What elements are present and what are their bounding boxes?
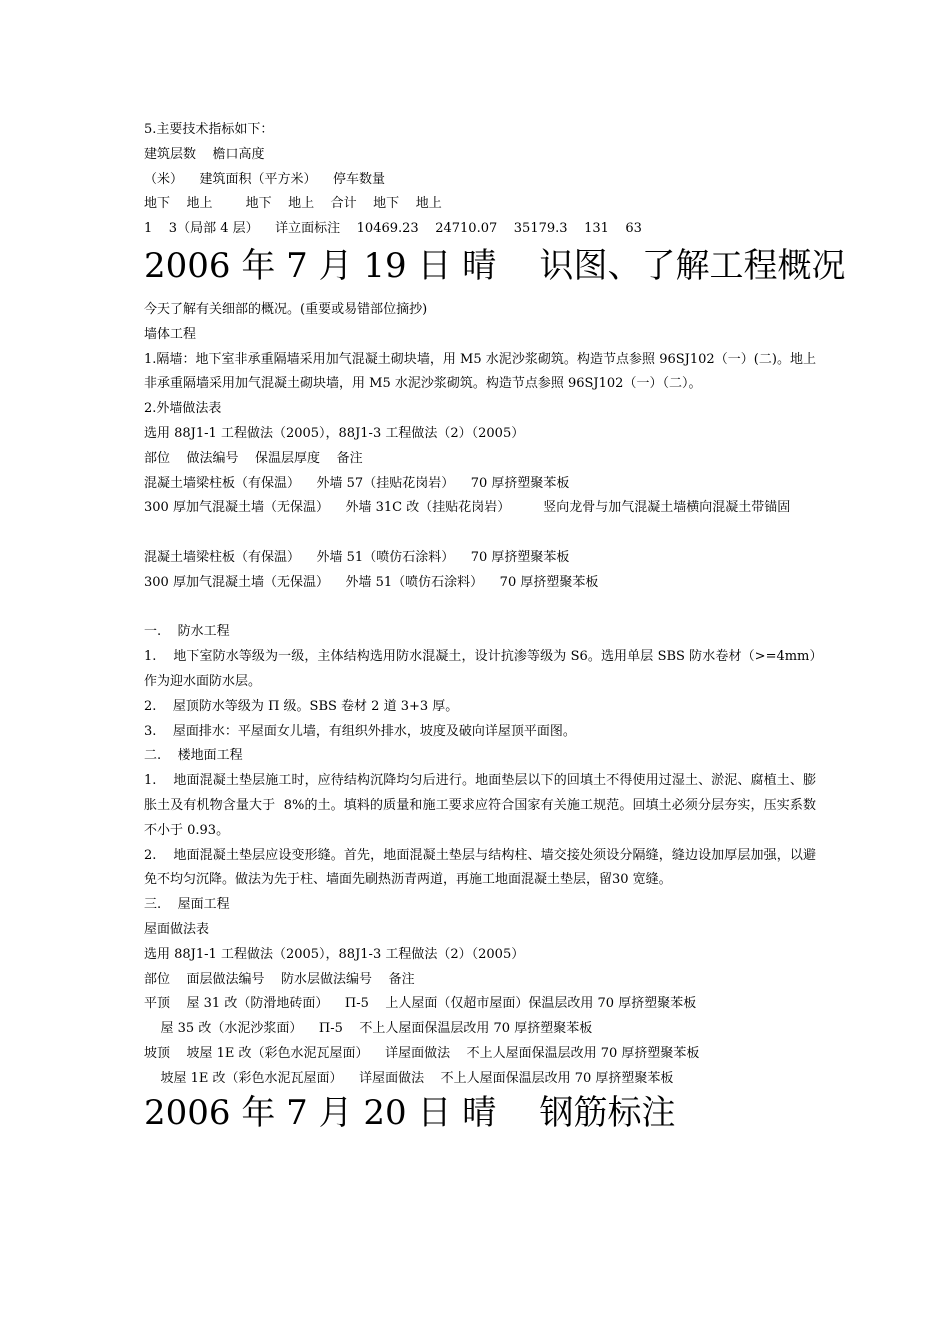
- text-line: 坡屋 1E 改（彩色水泥瓦屋面） 详屋面做法 不上人屋面保温层改用 70 厚挤塑聚苯板: [144, 1070, 674, 1086]
- text-line: 1 3（局部 4 层） 详立面标注 10469.23 24710.07 35179.3 131 63: [144, 221, 642, 237]
- paragraph-floor-2: 2. 地面混凝土垫层应设变形缝。首先，地面混凝土垫层与结构柱、墙交接处须设分隔缝，缝边设加厚层加强，以避免不均匀沉降。做法为先于柱、墙面先刷热沥青两道，再施工地面混凝土垫层，留30 宽缝。: [144, 847, 816, 888]
- text-line: （米） 建筑面积（平方米） 停车数量: [144, 171, 386, 187]
- text-line: 2.外墙做法表: [144, 401, 222, 417]
- section-title-waterproofing: 一. 防水工程: [144, 624, 230, 640]
- text-line: 混凝土墙梁柱板（有保温） 外墙 57（挂贴花岗岩） 70 厚挤塑聚苯板: [144, 475, 570, 491]
- text-line: 选用 88J1-1 工程做法（2005），88J1-3 工程做法（2）（2005）: [144, 425, 525, 441]
- section-title-roof: 三. 屋面工程: [144, 897, 230, 913]
- text-line: 地下 地上 地下 地上 合计 地下 地上: [144, 196, 442, 212]
- text-line: 建筑层数 檐口高度: [144, 146, 265, 162]
- text-line: 部位 做法编号 保温层厚度 备注: [144, 450, 363, 466]
- text-line: 部位 面层做法编号 防水层做法编号 备注: [144, 971, 415, 987]
- text-line: 300 厚加气混凝土墙（无保温） 外墙 51（喷仿石涂料） 70 厚挤塑聚苯板: [144, 574, 599, 590]
- text-line: 5.主要技术指标如下：: [144, 122, 274, 137]
- text-line: 混凝土墙梁柱板（有保温） 外墙 51（喷仿石涂料） 70 厚挤塑聚苯板: [144, 549, 570, 565]
- paragraph-waterproof-3: 3. 屋面排水：平屋面女儿墙，有组织外排水，坡度及破向详屋顶平面图。: [144, 723, 576, 739]
- text-line: 屋面做法表: [144, 921, 210, 937]
- diary-heading-0720: 2006 年 7 月 20 日 晴 钢筋标注: [144, 1093, 676, 1134]
- paragraph-exterior-wall: 300 厚加气混凝土墙（无保温） 外墙 31C 改（挂贴花岗岩） 竖向龙骨与加气混凝土墙横向混凝土带锚固: [144, 500, 791, 516]
- diary-heading-0719: 2006 年 7 月 19 日 晴 识图、了解工程概况: [144, 245, 846, 286]
- text-line: 坡顶 坡屋 1E 改（彩色水泥瓦屋面） 详屋面做法 不上人屋面保温层改用 70 厚挤塑聚苯板: [144, 1045, 700, 1061]
- text-line: 屋 35 改（水泥沙浆面） Π-5 不上人屋面保温层改用 70 厚挤塑聚苯板: [144, 1021, 593, 1037]
- section-title-floor: 二. 楼地面工程: [144, 748, 243, 764]
- document-page: [144, 118, 846, 1134]
- paragraph-waterproof-2: 2. 屋顶防水等级为 Π 级。SBS 卷材 2 道 3+3 厚。: [144, 698, 459, 714]
- text-line: 墙体工程: [144, 326, 197, 342]
- text-line: 平顶 屋 31 改（防滑地砖面） Π-5 上人屋面（仅超市屋面）保温层改用 70 厚挤塑聚苯板: [144, 996, 697, 1012]
- text-line: 今天了解有关细部的概况。(重要或易错部位摘抄): [144, 301, 428, 317]
- paragraph-waterproof-1: 1. 地下室防水等级为一级，主体结构选用防水混凝土，设计抗渗等级为 S6。选用单层 SBS 防水卷材（>=4mm）作为迎水面防水层。: [144, 649, 816, 689]
- paragraph-floor-1: 1. 地面混凝土垫层施工时，应待结构沉降均匀后进行。地面垫层以下的回填土不得使用过湿土、淤泥、腐植土、膨胀土及有机物含量大于 8%的土。填料的质量和施工要求应符合国家有关施工规范。回填土必须分层夯实，压实系数不小于 0.93。: [144, 773, 816, 838]
- spacer: [144, 596, 816, 621]
- paragraph-partition-wall: 1.隔墙：地下室非承重隔墙采用加气混凝土砌块墙，用 M5 水泥沙浆砌筑。构造节点参照 96SJ102（一）(二)。地上非承重隔墙采用加气混凝土砌块墙，用 M5 水泥沙浆砌筑。构造节点参照 96SJ102（一）（二）。: [144, 351, 816, 392]
- spacer: [144, 521, 816, 546]
- text-line: 选用 88J1-1 工程做法（2005），88J1-3 工程做法（2）（2005）: [144, 946, 525, 962]
